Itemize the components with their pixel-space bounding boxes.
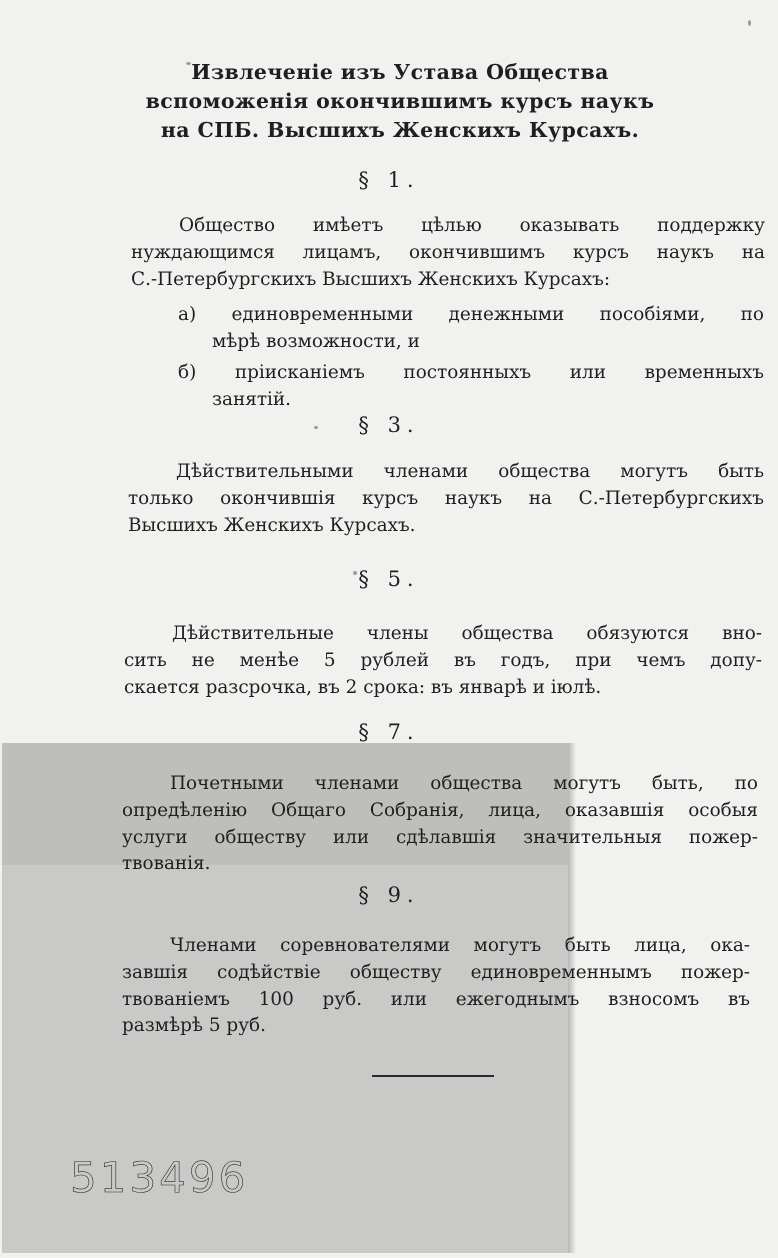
section-1-paragraph xyxy=(131,213,765,293)
section-5-paragraph xyxy=(124,621,762,701)
paragraph-line: Членами соревнователями могутъ быть лица, ока- xyxy=(170,935,750,956)
paragraph-line: размѣрѣ 5 руб. xyxy=(122,1015,266,1037)
section-9-paragraph xyxy=(122,933,750,1040)
title-line: на СПБ. Высшихъ Женскихъ Курсахъ. xyxy=(160,118,640,142)
section-heading-7: § 7. xyxy=(358,720,420,744)
paragraph-line: только окончившія курсъ наукъ на С.-Петербургскихъ xyxy=(128,487,764,509)
title-line: вспоможенія окончившимъ курсъ наукъ xyxy=(145,89,655,113)
list-item-line: а) единовременными денежными пособіями, по xyxy=(178,304,764,325)
paragraph-line: завшія содѣйствіе обществу единовременнымъ пожер- xyxy=(122,961,750,983)
paragraph-line: С.-Петербургскихъ Высшихъ Женскихъ Курсахъ: xyxy=(131,268,611,290)
paragraph-line: сить не менѣе 5 рублей въ годъ, при чемъ допу- xyxy=(124,649,762,671)
paragraph-line: Дѣйствительные члены общества обязуются вно- xyxy=(172,623,762,644)
list-item-b xyxy=(178,360,764,413)
paragraph-line: нуждающимся лицамъ, окончившимъ курсъ наукъ на xyxy=(131,241,765,263)
paragraph-line: Высшихъ Женскихъ Курсахъ. xyxy=(128,514,416,536)
paragraph-line: Общество имѣетъ цѣлью оказывать поддержку xyxy=(179,215,765,236)
handwritten-inventory-number: 513496 xyxy=(70,1153,249,1202)
list-item-line: мѣрѣ возможности, и xyxy=(212,330,420,352)
section-heading-3: § 3. xyxy=(358,413,420,437)
paragraph-line: Дѣйствительными членами общества могутъ быть xyxy=(176,461,764,482)
paragraph-line: Почетными членами общества могутъ быть, по xyxy=(170,773,758,794)
list-item-a xyxy=(178,302,764,355)
section-heading-9: § 9. xyxy=(358,883,420,907)
closing-rule xyxy=(372,1075,494,1077)
list-item-line: занятій. xyxy=(212,388,292,410)
paper-speck xyxy=(748,20,751,26)
section-7-paragraph xyxy=(122,771,758,878)
paragraph-line: опредѣленію Общаго Собранія, лица, оказавшія особыя xyxy=(122,799,758,821)
section-3-paragraph xyxy=(128,459,764,539)
section-heading-1: § 1. xyxy=(358,168,420,192)
title-line: Извлеченіе изъ Устава Общества xyxy=(191,60,609,84)
section-heading-5: § 5. xyxy=(358,567,420,591)
list-item-line: б) пріисканіемъ постоянныхъ или временныхъ xyxy=(178,362,764,383)
paragraph-line: твованія. xyxy=(122,853,211,875)
paragraph-line: скается разсрочка, въ 2 срока: въ январѣ и іюлѣ. xyxy=(124,676,602,698)
paragraph-line: твованіемъ 100 руб. или ежегоднымъ взносомъ въ xyxy=(122,988,750,1010)
paragraph-line: услуги обществу или сдѣлавшія значительныя пожер- xyxy=(122,826,758,848)
document-title xyxy=(140,58,660,145)
